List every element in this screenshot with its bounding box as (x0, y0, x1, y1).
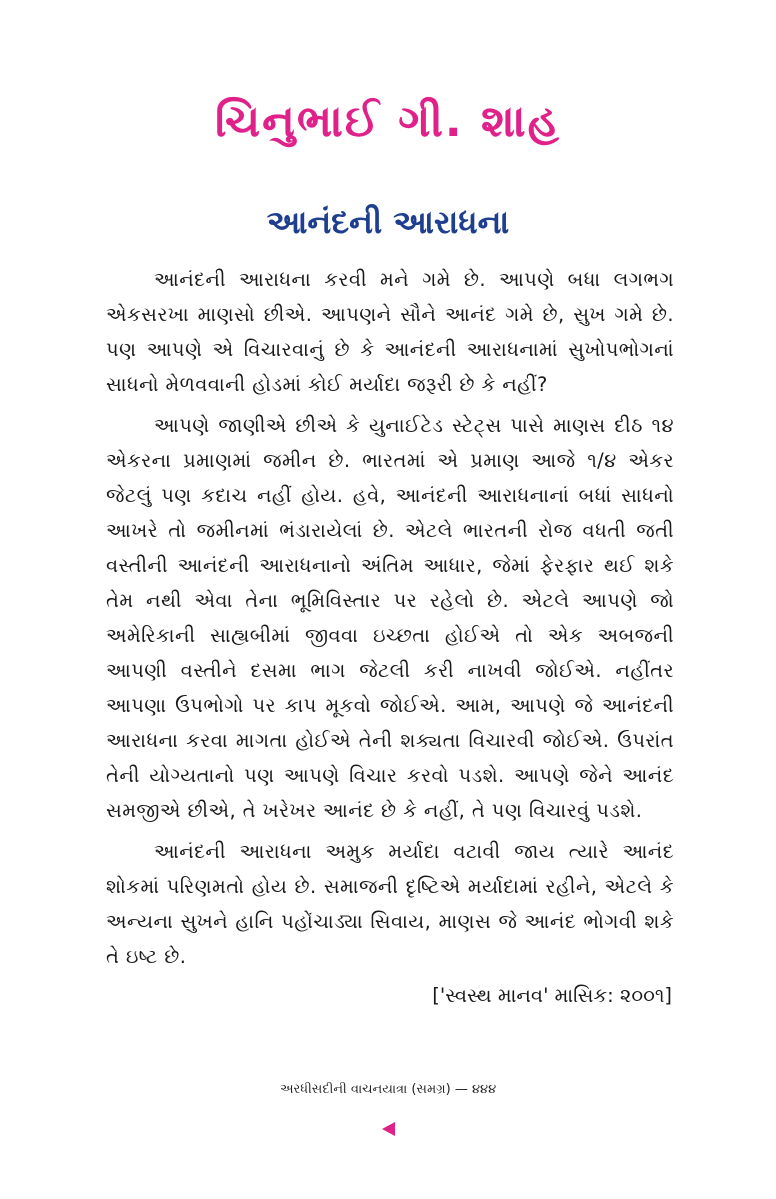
left-triangle-icon[interactable] (380, 1120, 396, 1138)
author-heading: ચિનુભાઈ ગી. શાહ (215, 96, 561, 147)
page-footer: અરધીસદીની વાચનયાત્રા (સમગ્ર) — ૪૪૪ (279, 1082, 497, 1097)
page-title: આનંદની આરાધના (266, 203, 510, 241)
source-citation: ['સ્વસ્થ માનવ' માસિક: ૨૦૦૧] (432, 984, 672, 1007)
paragraph-3: આનંદની આરાધના અમુક મર્યાદા વટાવી જાય ત્યારે આનંદ શોકમાં પરિણમતો હોય છે. સમાજની દૃષ્ટિએ મર્યાદામાં રહીને, એટલે કે અન્યના સુખને હાનિ પહોંચાડ્યા સિવાય, માણસ જે આનંદ ભોગવી શકે તે ઇષ્ટ છે. (106, 840, 674, 968)
article-body (106, 262, 674, 980)
paragraph-1: આનંદની આરાધના કરવી મને ગમે છે. આપણે બધા લગભગ એકસરખા માણસો છીએ. આપણને સૌને આનંદ ગમે છે, સુખ ગમે છે. પણ આપણે એ વિચારવાનું છે કે આનંદની આરાધનામાં સુખોપભોગનાં સાધનો મેળવવાની હોડમાં કોઈ મર્યાદા જરૂરી છે કે નહીં? (106, 268, 674, 396)
paragraph-2: આપણે જાણીએ છીએ કે યુનાઈટેડ સ્ટેટ્સ પાસે માણસ દીઠ ૧૪ એકરના પ્રમાણમાં જમીન છે. ભારતમાં એ પ્રમાણ આજે ૧/૪ એકર જેટલું પણ કદાચ નહીં હોય. હવે, આનંદની આરાધનાનાં બધાં સાધનો આખરે તો જમીનમાં ભંડારાયેલાં છે. એટલે ભારતની રોજ વધતી જતી વસ્તીની આનંદની આરાધનાનો અંતિમ આધાર, જેમાં ફેરફાર થઈ શકે તેમ નથી એવા તેના ભૂમિવિસ્તાર પર રહેલો છે. એટલે આપણે જો અમેરિકાની સાહ્યબીમાં જીવવા ઇચ્છતા હોઈએ તો એક અબજની આપણી વસ્તીને દસમા ભાગ જેટલી કરી નાખવી જોઈએ. નહીંતર આપણા ઉપભોગો પર કાપ મૂકવો જોઈએ. આમ, આપણે જે આનંદની આરાધના કરવા માગતા હોઈએ તેની શક્યતા વિચારવી જોઈએ. ઉપરાંત તેની યોગ્યતાનો પણ આપણે વિચાર કરવો પડશે. આપણે જેને આનંદ સમજીએ છીએ, તે ખરેખર આનંદ છે કે નહીં, તે પણ વિચારવું પડશે. (106, 414, 674, 822)
